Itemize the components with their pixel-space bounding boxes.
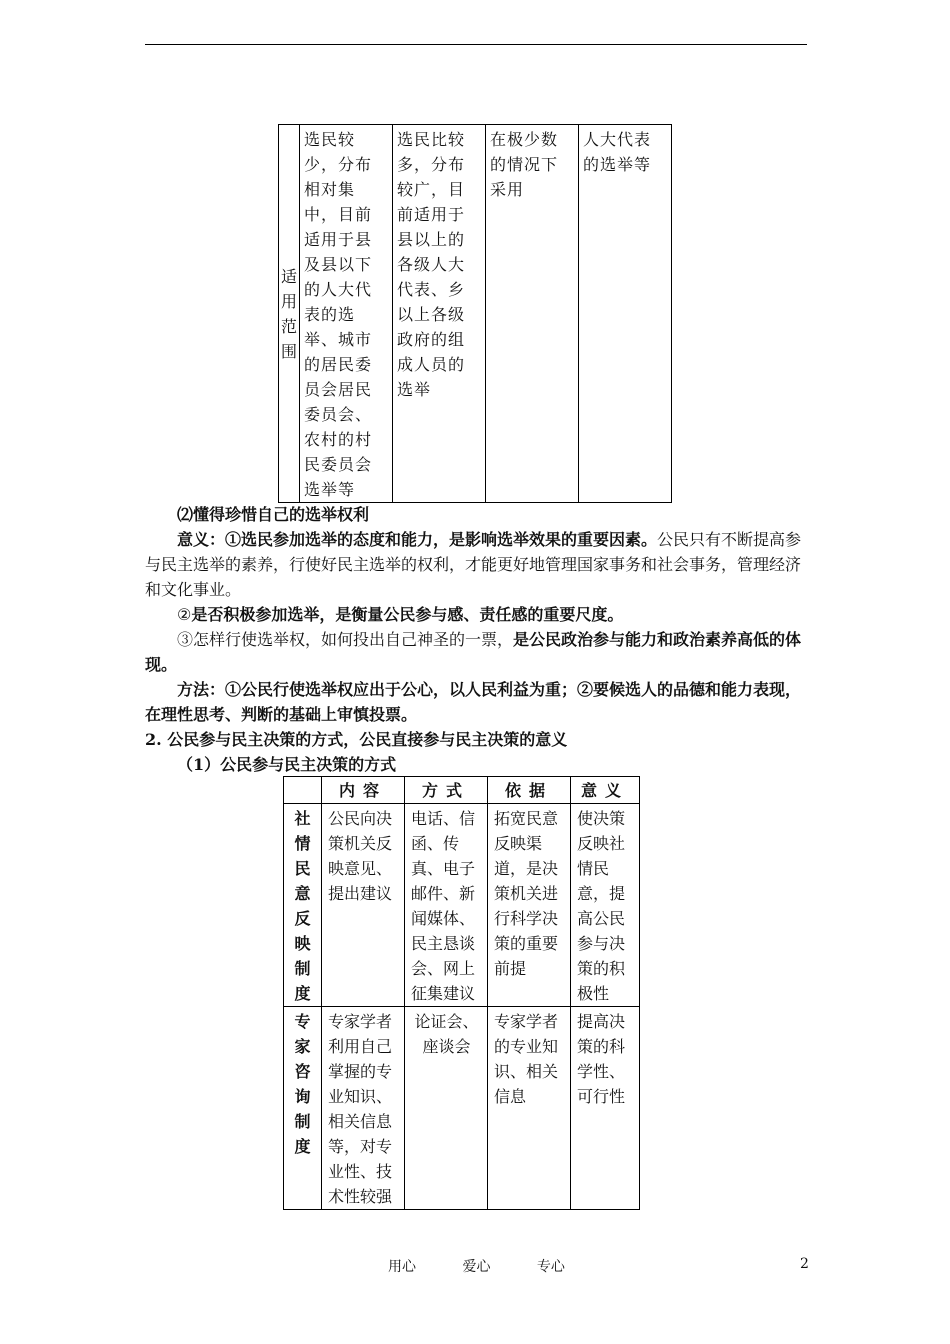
meaning-paragraph-1 — [145, 527, 808, 602]
row-label-cell — [279, 125, 300, 503]
row-label: 社情民意反映制度 — [294, 809, 311, 1003]
table-cell: 在极少数的情况下采用 — [486, 125, 579, 503]
meaning-point-3-bold: 是公民政治参与能力和政治素养高低的体现。 — [145, 630, 802, 674]
meaning-paragraph-3 — [145, 627, 808, 677]
footer-word: 用心 — [388, 1259, 416, 1275]
footer-word: 爱心 — [462, 1259, 491, 1275]
header-rule — [145, 44, 807, 45]
footer-word: 专心 — [536, 1259, 565, 1275]
table-cell: 拓宽民意反映渠道，是决策机关进行科学决策的重要前提 — [488, 804, 571, 1007]
table-cell: 专家学者的专业知识、相关信息 — [488, 1007, 571, 1210]
heading-2: 2. 公民参与民主决策的方式，公民直接参与民主决策的意义 — [145, 730, 568, 749]
page-footer — [388, 1256, 593, 1276]
section-heading: ⑵懂得珍惜自己的选举权利 — [177, 505, 370, 524]
meaning-paragraph-2 — [145, 602, 808, 627]
header-cell — [284, 777, 322, 804]
meaning-point-3-text: 怎样行使选举权，如何投出自己神圣的一票， — [193, 630, 514, 649]
meaning-label: 意义： — [177, 530, 226, 549]
method-paragraph — [145, 677, 808, 727]
header-cell: 依据 — [488, 777, 571, 804]
row-label: 专家咨询制度 — [294, 1012, 311, 1156]
header-cell: 意义 — [571, 777, 640, 804]
table-cell: 提高决策的科学性、可行性 — [571, 1007, 640, 1210]
header-cell: 方式 — [405, 777, 488, 804]
meaning-point-1-bold: ①选民参加选举的态度和能力，是影响选举效果的重要因素。 — [225, 530, 658, 549]
meaning-point-2-bold: 是否积极参加选举，是衡量公民参与感、责任感的重要尺度。 — [191, 605, 624, 624]
meaning-point-2-prefix: ② — [177, 605, 192, 624]
table-cell: 人大代表的选举等 — [579, 125, 672, 503]
decision-methods-table — [283, 776, 640, 1210]
table-cell: 电话、信函、传真、电子邮件、新闻媒体、民主恳谈会、网上征集建议 — [405, 804, 488, 1007]
header-cell: 内容 — [322, 777, 405, 804]
table-row — [284, 1007, 640, 1210]
table-cell: 公民向决策机关反映意见、提出建议 — [322, 804, 405, 1007]
table-cell: 专家学者利用自己掌握的专业知识、相关信息等，对专业性、技术性较强 — [322, 1007, 405, 1210]
method-text: ①公民行使选举权应出于公心，以人民利益为重；②要候选人的品德和能力表现，在理性思考、判断的基础上审慎投票。 — [145, 680, 802, 724]
meaning-point-3-prefix: ③ — [177, 630, 194, 649]
method-label: 方法： — [177, 680, 226, 699]
table-cell: 使决策反映社情民意，提高公民参与决策的积极性 — [571, 804, 640, 1007]
table-row — [284, 804, 640, 1007]
row-label-cell — [284, 1007, 322, 1210]
row-label: 适用范围 — [281, 266, 299, 361]
row-label-cell — [284, 804, 322, 1007]
heading-3: （1）公民参与民主决策的方式 — [177, 755, 397, 774]
table-header-row — [284, 777, 640, 804]
table-cell: 选民较少，分布相对集中，目前适用于县及县以下的人大代表的选举、城市的居民委员会居民委员会、农村的村民委员会选举等 — [300, 125, 393, 503]
election-scope-table — [278, 124, 672, 503]
meaning-point-1-text: 公民只有不断提高参与民主选举的素养，行使好民主选举的权利，才能更好地管理国家事务和社会事务，管理经济和文化事业。 — [145, 530, 802, 599]
page-number: 2 — [800, 1256, 809, 1272]
table-cell: 选民比较多，分布较广，目前适用于县以上的各级人大代表、乡以上各级政府的组成人员的选举 — [393, 125, 486, 503]
table-cell: 论证会、座谈会 — [405, 1007, 488, 1210]
table-row — [279, 125, 672, 503]
